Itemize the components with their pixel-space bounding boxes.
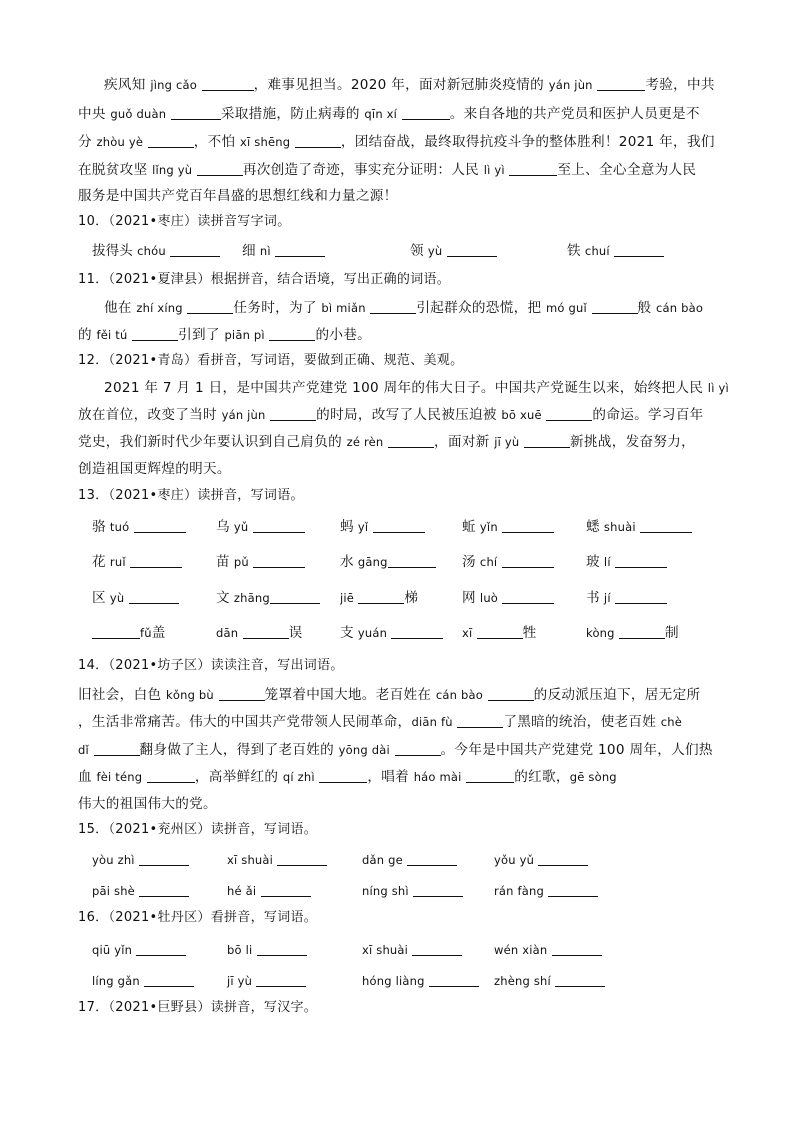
answer-blank[interactable] [373,518,425,533]
pinyin-item: yǒu yǔ [494,850,588,870]
word-row [92,623,732,643]
answer-blank[interactable] [275,242,325,257]
passage-line: 服务是中国共产党百年昌盛的思想红线和力量之源！ [78,188,398,204]
question-title: 14．（2021•坊子区）读读注音，写出词语。 [78,658,344,673]
word-item: fǔ盖 [92,623,165,643]
answer-blank[interactable] [277,851,327,866]
answer-blank[interactable] [502,553,554,568]
pinyin-item: bō li [227,940,307,960]
answer-blank[interactable] [552,941,602,956]
answer-blank[interactable] [92,624,140,639]
answer-blank[interactable] [269,326,315,341]
answer-blank[interactable] [538,851,588,866]
answer-blank[interactable] [391,624,443,639]
passage-line: 2021 年 7 月 1 日，是中国共产党建党 100 周年的伟大日子。中国共产党诞生以来，始终把人民 lì yì [104,380,729,396]
word-item: 领 yù [410,241,497,261]
pinyin-item: qiū yǐn [92,940,186,960]
answer-blank[interactable] [132,326,178,341]
answer-blank[interactable] [130,553,182,568]
question-title: 16．（2021•牡丹区）看拼音，写词语。 [78,910,318,925]
answer-blank[interactable] [202,76,254,91]
pinyin-item: hé ǎi [227,881,311,901]
answer-blank[interactable] [171,105,221,120]
pinyin-item: jī yù [227,971,306,991]
answer-blank[interactable] [144,972,194,987]
word-item: 水 gāng [340,552,436,572]
passage-line: 的 fěi tú 引到了 piān pì 的小巷。 [78,327,372,343]
word-item: 支 yuán [340,623,443,643]
word-item: 铁 chuí [567,241,664,261]
answer-blank[interactable] [94,741,140,756]
answer-blank[interactable] [457,713,503,728]
passage-line: 创造祖国更辉煌的明天。 [78,461,231,477]
answer-blank[interactable] [502,518,554,533]
word-item: 区 yù [92,588,179,608]
word-row [92,241,732,261]
word-item: 网 luò [462,588,554,608]
question-title: 11．（2021•夏津县）根据拼音，结合语境，写出正确的词语。 [78,272,451,287]
pinyin-item: zhèng shí [494,971,605,991]
word-item: kòng 制 [586,625,679,641]
answer-blank[interactable] [640,518,692,533]
word-item: 蚂 yǐ [340,517,425,537]
answer-blank[interactable] [615,589,667,604]
answer-blank[interactable] [402,105,450,120]
answer-blank[interactable] [555,972,605,987]
question-title: 13．（2021•枣庄）读拼音，写词语。 [78,488,304,503]
answer-blank[interactable] [270,589,320,604]
answer-blank[interactable] [395,741,441,756]
passage-line: 放在首位，改变了当时 yán jùn 的时局，改写了人民被压迫被 bō xuē 的命运。学习百年 [78,407,704,423]
pinyin-row [92,850,732,870]
answer-blank[interactable] [614,242,664,257]
answer-blank[interactable] [319,768,367,783]
answer-blank[interactable] [429,972,479,987]
passage-line: 在脱贫攻坚 lǐng yù 再次创造了奇迹，事实充分证明：人民 lì yì 至上、全心全意为人民 [78,162,697,178]
passage-line: 中央 guǒ duàn 采取措施，防止病毒的 qīn xí 。来自各地的共产党员和医护人员更是不 [78,106,700,122]
passage-line: 旧社会，白色 kǒng bù 笼罩着中国大地。老百姓在 cán bào 的反动派压迫下，居无定所 [78,687,701,703]
word-row [92,552,732,572]
answer-blank[interactable] [295,133,341,148]
answer-blank[interactable] [139,851,189,866]
word-item: 蟋 shuài [586,517,692,537]
answer-blank[interactable] [388,433,434,448]
pinyin-item: líng gǎn [92,971,194,991]
answer-blank[interactable] [412,941,462,956]
passage-line: dǐ 翻身做了主人，得到了老百姓的 yōng dài 。今年是中国共产党建党 100 周年，人们热 [78,742,713,758]
answer-blank[interactable] [253,518,305,533]
pinyin-item: yòu zhì [92,850,189,870]
answer-blank[interactable] [546,406,592,421]
pinyin-item: rán fàng [494,881,598,901]
word-item: 文 zhāng [216,588,320,608]
answer-blank[interactable] [253,553,305,568]
word-item: 汤 chí [462,552,554,572]
passage-line: 他在 zhí xíng 任务时，为了 bì miǎn 引起群众的恐慌，把 mó guǐ 般 cán bào [104,300,704,316]
answer-blank[interactable] [257,941,307,956]
answer-blank[interactable] [134,518,186,533]
word-item: 骆 tuó [92,517,186,537]
word-item: 拔得头 chóu [92,241,220,261]
answer-blank[interactable] [129,589,179,604]
passage-line: 疾风知 jìng cǎo ，难事见担当。2020 年，面对新冠肺炎疫情的 yán jùn 考验，中共 [104,77,715,93]
passage-line: ，生活非常痛苦。伟大的中国共产党带领人民闹革命，diān fù 了黑暗的统治，使老百姓 chè [78,714,683,730]
answer-blank[interactable] [615,553,667,568]
word-item: 蚯 yǐn [462,517,554,537]
answer-blank[interactable] [502,589,554,604]
answer-blank[interactable] [147,768,195,783]
pinyin-item: hóng liàng [362,971,479,991]
answer-blank[interactable] [243,624,289,639]
word-row [92,517,732,537]
answer-blank[interactable] [524,433,570,448]
answer-blank[interactable] [187,299,233,314]
word-item: 乌 yǔ [216,517,305,537]
answer-blank[interactable] [256,972,306,987]
answer-blank[interactable] [136,941,186,956]
answer-blank[interactable] [407,851,457,866]
word-item: jiē 梯 [340,590,418,606]
answer-blank[interactable] [270,406,316,421]
pinyin-row [92,940,732,960]
answer-blank[interactable] [548,882,598,897]
word-item: 苗 pǔ [216,552,305,572]
word-item: dān 误 [216,625,303,641]
answer-blank[interactable] [597,76,645,91]
answer-blank[interactable] [358,589,404,604]
word-item: xī 牲 [462,625,537,641]
passage-line: 党史，我们新时代少年要认识到自己肩负的 zé rèn ，面对新 jī yù 新挑战，发奋努力， [78,434,696,450]
answer-blank[interactable] [488,686,534,701]
answer-blank[interactable] [619,624,665,639]
pinyin-item: wén xiàn [494,940,602,960]
answer-blank[interactable] [148,133,194,148]
word-item: 细 nì [242,241,325,261]
word-item: 玻 lí [586,552,667,572]
pinyin-item: dǎn ge [362,850,457,870]
pinyin-row [92,881,732,901]
passage-line: 血 fèi téng ，高举鲜红的 qí zhì ，唱着 háo mài 的红歌，gē sòng [78,769,617,785]
pinyin-item: níng shì [362,881,463,901]
question-title: 12．（2021•青岛）看拼音，写词语，要做到正确、规范、美观。 [78,353,464,368]
answer-blank[interactable] [466,768,514,783]
answer-blank[interactable] [197,161,243,176]
answer-blank[interactable] [413,882,463,897]
pinyin-row [92,971,732,991]
answer-blank[interactable] [447,242,497,257]
pinyin-item: xī shuài [227,850,327,870]
word-item: 书 jí [586,588,667,608]
pinyin-item: xī shuài [362,940,462,960]
word-item: 花 ruǐ [92,552,182,572]
answer-blank[interactable] [219,686,265,701]
question-title: 10．（2021•枣庄）读拼音写字词。 [78,214,291,229]
word-row [92,588,732,608]
answer-blank[interactable] [592,299,638,314]
answer-blank[interactable] [261,882,311,897]
answer-blank[interactable] [139,882,189,897]
question-title: 17．（2021•巨野县）读拼音，写汉字。 [78,1000,318,1015]
answer-blank[interactable] [509,161,557,176]
answer-blank[interactable] [477,624,523,639]
answer-blank[interactable] [388,553,436,568]
question-title: 15．（2021•兖州区）读拼音，写词语。 [78,822,318,837]
passage-line: 分 zhòu yè ，不怕 xī shēng ，团结奋战，最终取得抗疫斗争的整体胜利！2021 年，我们 [78,134,715,150]
answer-blank[interactable] [370,299,416,314]
passage-line: 伟大的祖国伟大的党。 [78,796,217,812]
answer-blank[interactable] [170,242,220,257]
pinyin-item: pāi shè [92,881,189,901]
